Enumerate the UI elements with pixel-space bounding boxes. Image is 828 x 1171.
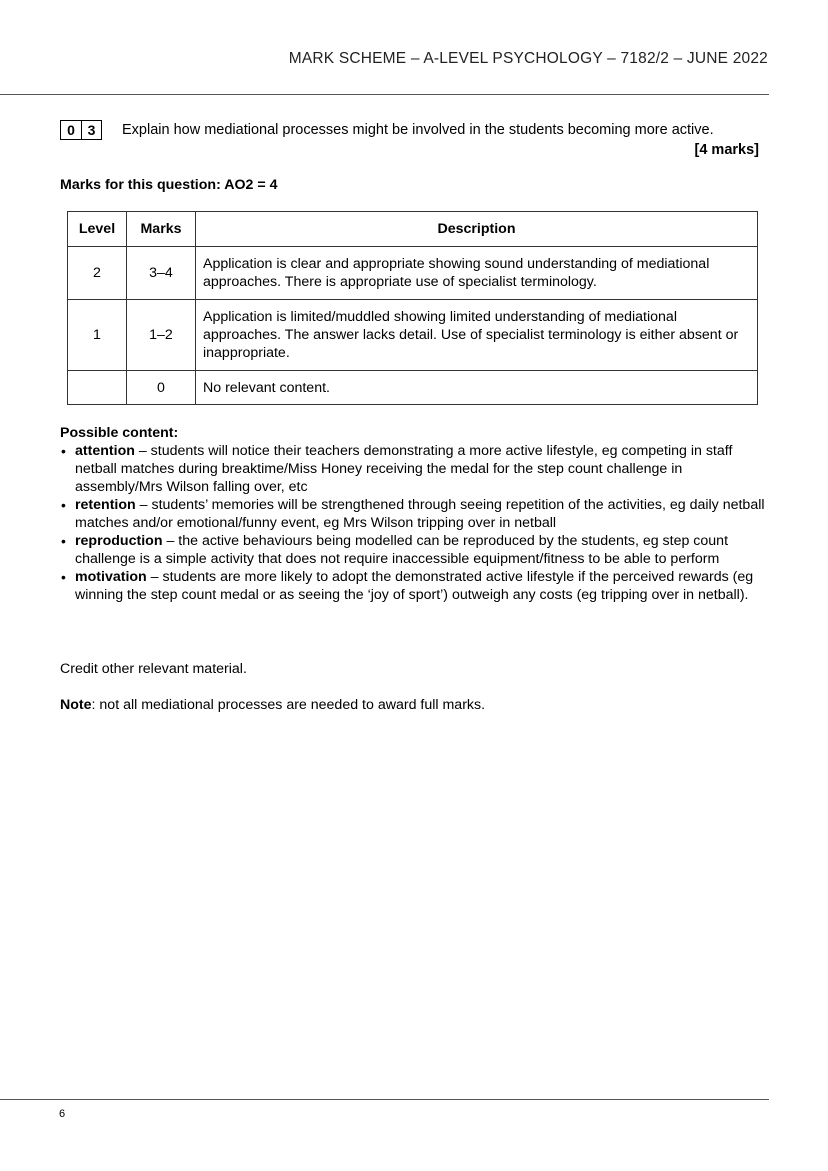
list-item-term: motivation [75,569,147,585]
bullet-icon: • [61,443,66,459]
question-marks: [4 marks] [694,142,759,158]
list-item [60,532,772,568]
cell-level [68,371,127,405]
page-number: 6 [59,1108,66,1120]
note [60,697,485,713]
question-number-box [60,120,102,140]
page-header-title: MARK SCHEME – A-LEVEL PSYCHOLOGY – 7182/2 – JUNE 2022 [288,50,768,67]
table-row [68,247,758,300]
list-item-text: – students are more likely to adopt the demonstrated active lifestyle if the perceived rewards (eg winning the step count medal or as seeing the ‘joy of sport’) outweigh any costs (eg tripping over in netball). [75,569,754,603]
bullet-icon: • [61,533,66,549]
possible-content-section [60,424,772,604]
header-description: Description [196,212,758,247]
cell-description: Application is clear and appropriate showing sound understanding of mediational approaches. There is appropriate use of specialist terminology. [196,247,758,300]
header-level: Level [68,212,127,247]
list-item-text: – students’ memories will be strengthened through seeing repetition of the activities, eg daily netball matches and/or emotional/funny event, eg Mrs Wilson tripping over in netball [75,497,765,531]
footer-divider [0,1099,769,1100]
cell-marks: 1–2 [127,300,196,371]
list-item [60,496,772,532]
credit-note: Credit other relevant material. [60,661,247,677]
cell-level: 1 [68,300,127,371]
list-item [60,568,772,604]
list-item-term: attention [75,443,135,459]
list-item [60,442,772,496]
question-number-digit-2: 3 [81,121,101,139]
cell-description: Application is limited/muddled showing limited understanding of mediational approaches. The answer lacks detail. Use of specialist terminology is either absent or inappropriate. [196,300,758,371]
list-item-term: retention [75,497,136,513]
note-label: Note [60,697,92,713]
list-item-text: – students will notice their teachers demonstrating a more active lifestyle, eg competing in staff netball matches during breaktime/Miss Honey receiving the medal for the step count challenge in assembly/Mrs Wilson falling over, etc [75,443,733,495]
question-number-digit-1: 0 [67,122,75,138]
list-item-text: – the active behaviours being modelled can be reproduced by the students, eg step count challenge is a simple activity that does not require inaccessible equipment/fitness to be able to perform [75,533,729,567]
possible-content-heading: Possible content: [60,425,179,441]
table-row [68,371,758,405]
cell-level: 2 [68,247,127,300]
cell-marks: 3–4 [127,247,196,300]
note-text: : not all mediational processes are needed to award full marks. [91,697,486,713]
marks-for-question: Marks for this question: AO2 = 4 [60,177,278,193]
table-header-row [68,212,758,247]
list-item-term: reproduction [75,533,163,549]
cell-marks: 0 [127,371,196,405]
possible-content-list [60,442,772,604]
cell-description: No relevant content. [196,371,758,405]
bullet-icon: • [61,569,66,585]
table-row [68,300,758,371]
levels-table [67,211,758,405]
header-divider [0,94,769,95]
question-text: Explain how mediational processes might be involved in the students becoming more active. [122,122,714,138]
header-marks: Marks [127,212,196,247]
bullet-icon: • [61,497,66,513]
